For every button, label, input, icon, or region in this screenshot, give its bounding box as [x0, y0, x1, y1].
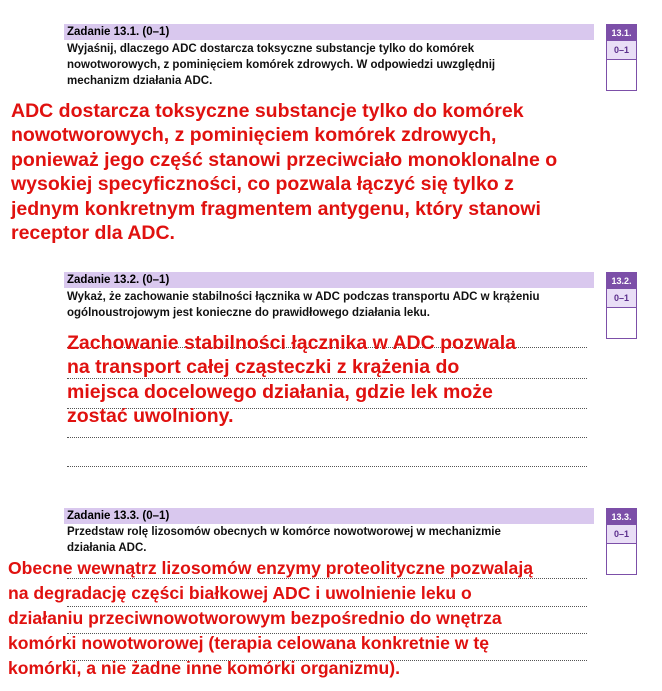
question-line: ogólnoustrojowym jest konieczne do prawidłowego działania leku.: [67, 307, 430, 319]
answer-line-dotted: [67, 437, 587, 438]
question-line: Wyjaśnij, dlaczego ADC dostarcza toksyczne substancje tylko do komórek: [67, 43, 475, 55]
answer-line: na transport całej cząsteczki z krążenia do: [67, 356, 460, 379]
answer-line: Obecne wewnątrz lizosomów enzymy proteolityczne pozwalają: [8, 558, 534, 578]
answer-line: zostać uwolniony.: [67, 405, 234, 428]
score-box-13-3: [606, 508, 637, 575]
answer-line: ponieważ jego część stanowi przeciwciało monoklonalne o: [11, 148, 558, 171]
task-13-2-question: [67, 289, 539, 321]
task-13-1-answer: [11, 99, 557, 245]
score-range: 0–1: [607, 41, 636, 60]
answer-line: działaniu przeciwnowotworowym bezpośrednio do wnętrza: [8, 608, 502, 628]
score-id: 13.2.: [607, 273, 636, 289]
question-line: działania ADC.: [67, 542, 147, 554]
question-line: nowotworowych, z pominięciem komórek zdrowych. W odpowiedzi uwzględnij: [67, 59, 496, 71]
answer-line: jednym konkretnym fragmentem antygenu, który stanowi: [11, 197, 541, 220]
task-13-2-header: Zadanie 13.2. (0–1): [64, 272, 594, 288]
score-box-13-1: [606, 24, 637, 91]
score-field[interactable]: [607, 308, 636, 338]
answer-line: receptor dla ADC.: [11, 222, 175, 245]
task-13-1-question: [67, 41, 495, 89]
score-range: 0–1: [607, 289, 636, 308]
question-line: Wykaż, że zachowanie stabilności łącznika w ADC podczas transportu ADC w krążeniu: [67, 291, 540, 303]
answer-line: miejsca docelowego działania, gdzie lek może: [67, 380, 493, 403]
question-line: Przedstaw rolę lizosomów obecnych w komórce nowotworowej w mechanizmie: [67, 526, 501, 538]
task-13-3-header: Zadanie 13.3. (0–1): [64, 508, 594, 524]
answer-line: komórki nowotworowej (terapia celowana konkretnie w tę: [8, 633, 490, 653]
answer-line: na degradację części białkowej ADC i uwolnienie leku o: [8, 583, 472, 603]
score-box-13-2: [606, 272, 637, 339]
answer-line: nowotworowych, z pominięciem komórek zdrowych,: [11, 124, 497, 147]
answer-line: Zachowanie stabilności łącznika w ADC pozwala: [67, 332, 516, 354]
score-field[interactable]: [607, 60, 636, 90]
score-field[interactable]: [607, 544, 636, 574]
answer-line: ADC dostarcza toksyczne substancje tylko do komórek: [11, 100, 524, 122]
answer-line: komórki, a nie żadne inne komórki organizmu).: [8, 658, 401, 678]
answer-line-dotted: [67, 466, 587, 467]
task-13-3-question: [67, 524, 501, 556]
task-13-2-answer: [67, 331, 516, 429]
score-range: 0–1: [607, 525, 636, 544]
question-line: mechanizm działania ADC.: [67, 75, 213, 87]
score-id: 13.1.: [607, 25, 636, 41]
task-13-1-header: Zadanie 13.1. (0–1): [64, 24, 594, 40]
score-id: 13.3.: [607, 509, 636, 525]
task-13-3-answer: [8, 556, 533, 681]
answer-line: wysokiej specyficzności, co pozwala łączyć się tylko z: [11, 173, 514, 196]
